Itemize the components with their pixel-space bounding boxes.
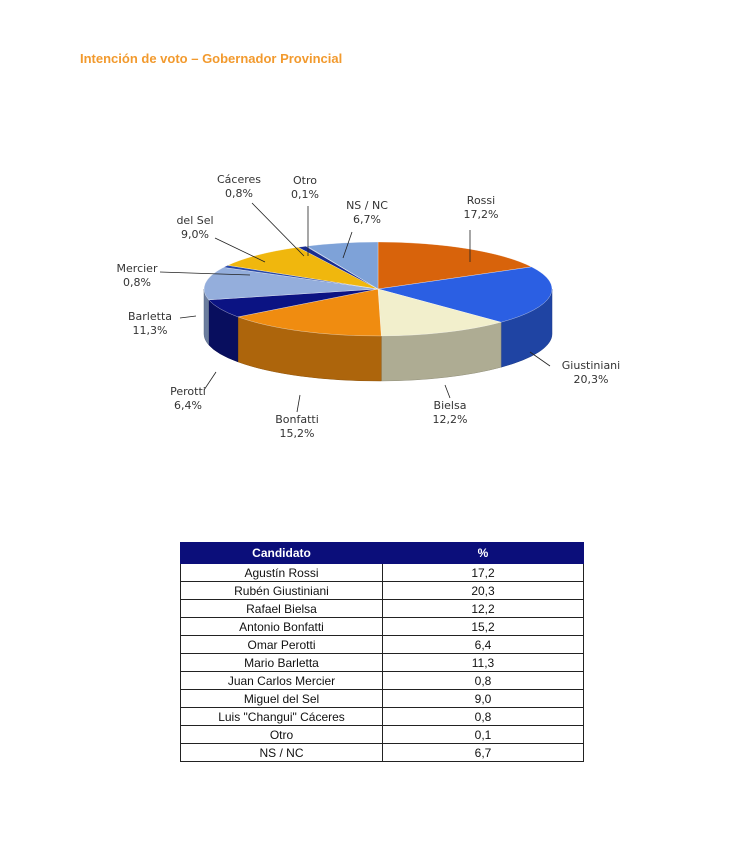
percent-cell: 0,8 [383,672,584,690]
candidate-cell: Agustín Rossi [181,564,383,582]
slice-label-otro: Otro [293,174,317,187]
slice-label-ns-nc: NS / NC [346,199,388,212]
candidate-cell: Luis "Changui" Cáceres [181,708,383,726]
slice-value-barletta: 11,3% [132,324,168,337]
header-percent: % [383,543,584,564]
slice-value-rossi: 17,2% [463,208,499,221]
leader-line-bonfatti [297,395,300,412]
percent-cell: 20,3 [383,582,584,600]
slice-label-bielsa: Bielsa [433,399,467,412]
slice-value-c-ceres: 0,8% [225,187,253,200]
table-row [181,708,584,726]
table-row [181,636,584,654]
table-row [181,690,584,708]
percent-cell: 6,4 [383,636,584,654]
candidate-cell: Juan Carlos Mercier [181,672,383,690]
header-candidato: Candidato [181,543,383,564]
candidate-cell: Rafael Bielsa [181,600,383,618]
table-row [181,564,584,582]
table-row [181,744,584,762]
slice-label-del-sel: del Sel [176,214,214,227]
slice-label-perotti: Perotti [170,385,206,398]
slice-label-giustiniani: Giustiniani [561,359,621,372]
percent-cell: 11,3 [383,654,584,672]
leader-line-barletta [180,316,196,318]
candidate-cell: Antonio Bonfatti [181,618,383,636]
percent-cell: 17,2 [383,564,584,582]
results-table [180,542,584,762]
slice-label-mercier: Mercier [116,262,158,275]
candidate-cell: Rubén Giustiniani [181,582,383,600]
table-row [181,726,584,744]
percent-cell: 9,0 [383,690,584,708]
slice-value-ns-nc: 6,7% [353,213,381,226]
percent-cell: 15,2 [383,618,584,636]
leader-line-giustiniani [530,352,550,366]
slice-value-giustiniani: 20,3% [573,373,609,386]
slice-value-mercier: 0,8% [123,276,151,289]
percent-cell: 0,8 [383,708,584,726]
candidate-cell: Omar Perotti [181,636,383,654]
table-row [181,672,584,690]
slice-value-bielsa: 12,2% [432,413,468,426]
table-row [181,654,584,672]
leader-line-c-ceres [252,203,304,256]
percent-cell: 6,7 [383,744,584,762]
percent-cell: 0,1 [383,726,584,744]
slice-value-bonfatti: 15,2% [279,427,315,440]
slice-label-rossi: Rossi [466,194,496,207]
leader-line-bielsa [445,385,450,398]
slice-value-perotti: 6,4% [174,399,202,412]
pie-top-group [204,242,552,336]
percent-cell: 12,2 [383,600,584,618]
candidate-cell: Mario Barletta [181,654,383,672]
slice-value-del-sel: 9,0% [181,228,209,241]
slice-label-barletta: Barletta [128,310,172,323]
table-header-row [181,543,584,564]
table-row [181,618,584,636]
chart-title: Intención de voto – Gobernador Provincial [80,51,343,66]
candidate-cell: Otro [181,726,383,744]
leader-line-del-sel [215,238,265,262]
slice-label-c-ceres: Cáceres [216,173,262,186]
candidate-cell: Miguel del Sel [181,690,383,708]
candidate-cell: NS / NC [181,744,383,762]
slice-label-bonfatti: Bonfatti [275,413,319,426]
table-row [181,600,584,618]
table-row [181,582,584,600]
slice-value-otro: 0,1% [291,188,319,201]
